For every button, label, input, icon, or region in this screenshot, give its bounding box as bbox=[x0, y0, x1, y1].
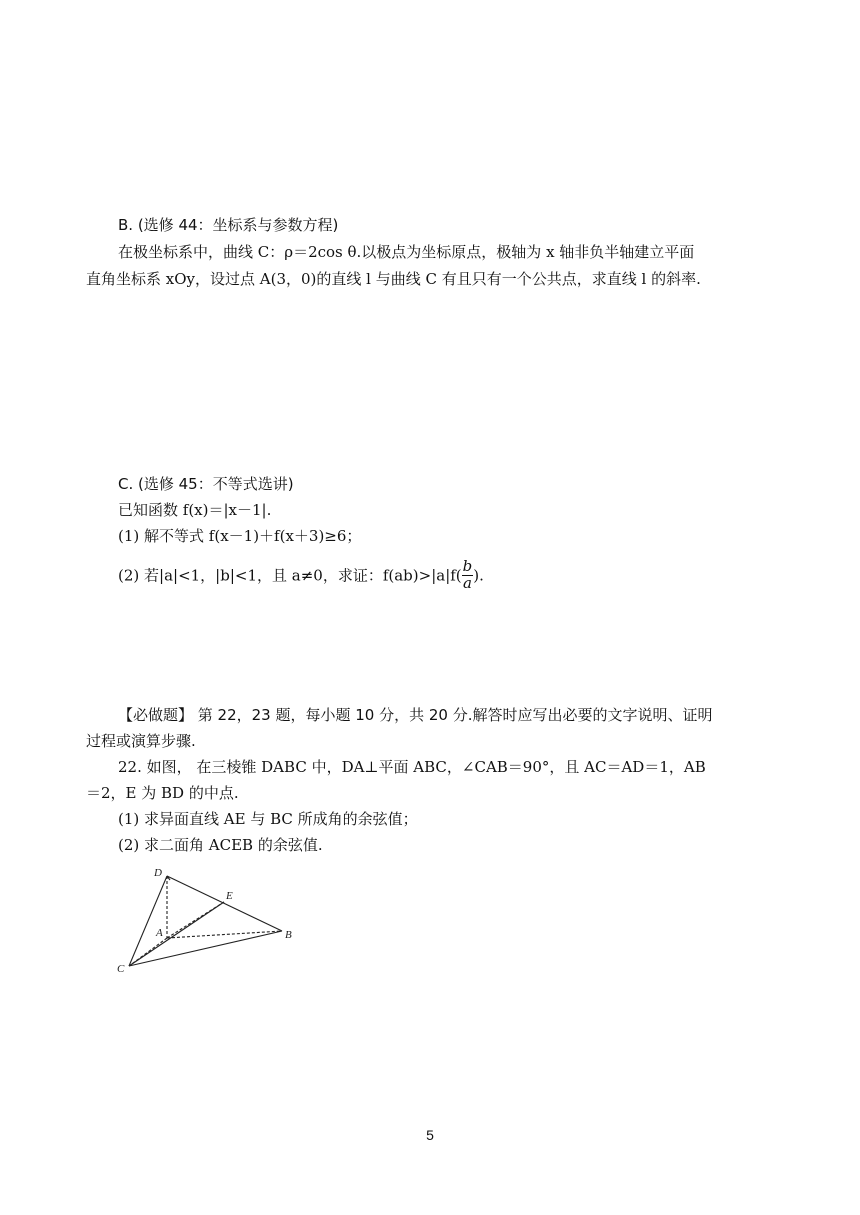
edge-cb bbox=[129, 931, 282, 966]
label-a: A bbox=[156, 927, 163, 939]
problem-22-line-1: 22. 如图， 在三棱锥 DABC 中，DA⊥平面 ABC，∠CAB＝90°，且 AC＝AD＝1，AB bbox=[118, 758, 706, 776]
edge-db bbox=[167, 876, 282, 931]
edge-dc bbox=[129, 876, 167, 966]
problem-22-item-1: (1) 求异面直线 AE 与 BC 所成角的余弦值； bbox=[118, 810, 418, 828]
page-number: 5 bbox=[426, 1127, 434, 1143]
label-e: E bbox=[226, 890, 233, 902]
label-b: B bbox=[285, 929, 292, 941]
section-c-item-2-prefix: (2) 若|a|<1，|b|<1，且 a≠0，求证：f(ab)>|a|f( bbox=[118, 566, 462, 585]
tetrahedron-figure bbox=[112, 862, 312, 982]
fraction-b-over-a bbox=[462, 559, 474, 592]
problem-22-line-2: ＝2，E 为 BD 的中点. bbox=[86, 784, 239, 802]
section-b-heading: B. (选修 44：坐标系与参数方程) bbox=[118, 216, 339, 234]
section-c-item-1: (1) 解不等式 f(x－1)＋f(x＋3)≥6； bbox=[118, 527, 362, 545]
section-c-heading: C. (选修 45：不等式选讲) bbox=[118, 475, 294, 493]
label-d: D bbox=[154, 867, 162, 879]
section-c-line-1: 已知函数 f(x)＝|x－1|. bbox=[118, 501, 272, 519]
section-c-item-2 bbox=[118, 557, 484, 593]
section-b-line-1: 在极坐标系中，曲线 C：ρ＝2cos θ.以极点为坐标原点，极轴为 x 轴非负半轴建立平面 bbox=[118, 243, 695, 261]
problem-22-item-2: (2) 求二面角 ACEB 的余弦值. bbox=[118, 836, 323, 854]
fraction-numerator: b bbox=[462, 557, 473, 575]
edge-ae-dashed bbox=[167, 902, 224, 938]
fraction-denominator: a bbox=[462, 573, 472, 592]
label-c: C bbox=[117, 963, 125, 975]
section-b-line-2: 直角坐标系 xOy，设过点 A(3，0)的直线 l 与曲线 C 有且只有一个公共点，求直线 l 的斜率. bbox=[86, 270, 701, 288]
section-c-item-2-suffix: ). bbox=[473, 566, 484, 585]
required-intro-line-1: 【必做题】 第 22，23 题，每小题 10 分，共 20 分.解答时应写出必要的文字说明、证明 bbox=[118, 706, 713, 724]
required-intro-line-2: 过程或演算步骤. bbox=[86, 732, 196, 750]
